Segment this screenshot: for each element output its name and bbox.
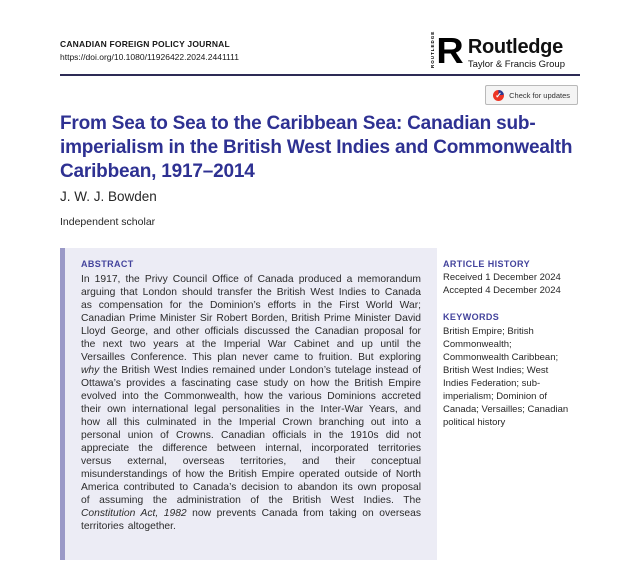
author-affiliation: Independent scholar bbox=[60, 216, 156, 228]
header-divider bbox=[60, 74, 580, 76]
keywords-heading: KEYWORDS bbox=[443, 312, 500, 322]
keywords-text: British Empire; British Commonwealth; Commonwealth Caribbean; British West Indies; West Indies Federation; sub-imperialism; Dominion of Canada; Versailles; Canadian political history bbox=[443, 326, 569, 428]
abstract-segment: In 1917, the Privy Council Office of Canada produced a memorandum arguing that London should transfer the British West Indies to Canada as compensation for the Dominion’s efforts in the First World War; Canadian Prime Minister Sir Robert Borden, British Prime Minister David Lloyd George, and other officials discussed the Canadian proposal for the next two years at the Imperial War Cabinet and up until the Versailles Conference. This plan never came to fruition. But exploring bbox=[81, 274, 421, 363]
article-title-line: imperialism in the British West Indies and Commonwealth bbox=[60, 137, 573, 158]
masthead bbox=[60, 39, 239, 62]
article-title bbox=[60, 112, 590, 184]
abstract-text bbox=[81, 273, 421, 533]
abstract-italic-segment: why bbox=[81, 365, 100, 376]
routledge-r-icon: R bbox=[436, 30, 464, 71]
publisher-wordmark bbox=[468, 34, 565, 70]
received-date: Received 1 December 2024 bbox=[443, 272, 561, 283]
keywords-block bbox=[443, 312, 573, 429]
article-title-line: From Sea to Sea to the Caribbean Sea: Canadian sub- bbox=[60, 113, 536, 134]
abstract-italic-segment: Constitution Act, 1982 bbox=[81, 508, 187, 519]
check-for-updates-label: Check for updates bbox=[509, 90, 570, 100]
routledge-logo-mark bbox=[430, 30, 464, 71]
article-history-block bbox=[443, 259, 573, 297]
abstract-segment: now prevents Canada from taking on overseas territories altogether. bbox=[81, 508, 421, 532]
routledge-logo bbox=[430, 30, 565, 71]
accepted-date: Accepted 4 December 2024 bbox=[443, 284, 561, 296]
abstract-heading: ABSTRACT bbox=[81, 259, 134, 269]
routledge-vertical-text: ROUTLEDGE bbox=[430, 30, 436, 68]
publisher-tagline: Taylor & Francis Group bbox=[467, 59, 565, 70]
article-history-heading: ARTICLE HISTORY bbox=[443, 259, 531, 269]
article-title-line: Caribbean, 1917–2014 bbox=[60, 161, 255, 182]
publisher-name: Routledge bbox=[467, 36, 563, 58]
check-for-updates-button[interactable] bbox=[485, 85, 578, 105]
author-name: J. W. J. Bowden bbox=[60, 189, 157, 204]
journal-name: CANADIAN FOREIGN POLICY JOURNAL bbox=[60, 39, 230, 49]
article-info-sidebar bbox=[443, 259, 573, 429]
doi-text: https://doi.org/10.1080/11926422.2024.2441111 bbox=[60, 52, 239, 62]
abstract-segment: the British West Indies remained under London’s tutelage instead of Ottawa’s provides a fascinating case study on how the British Empire evolved into the Commonwealth, how the various Dominions accreted their own international legal personalities in the Inter-War Years, and how all this culminated in the Imperial Crown branching out into a personal union of Crowns. Canadian officials in the 1910s did not appreciate the difference between internal, incorporated territories versus external, overseas territories, and their conceptual misunderstandings of how the British Empire operated outside of North America contributed to Canada’s decision to abandon its own proposal of assuming the administration of the British West Indies. The bbox=[81, 365, 421, 506]
abstract-panel bbox=[60, 248, 437, 560]
crossmark-icon bbox=[493, 90, 504, 101]
